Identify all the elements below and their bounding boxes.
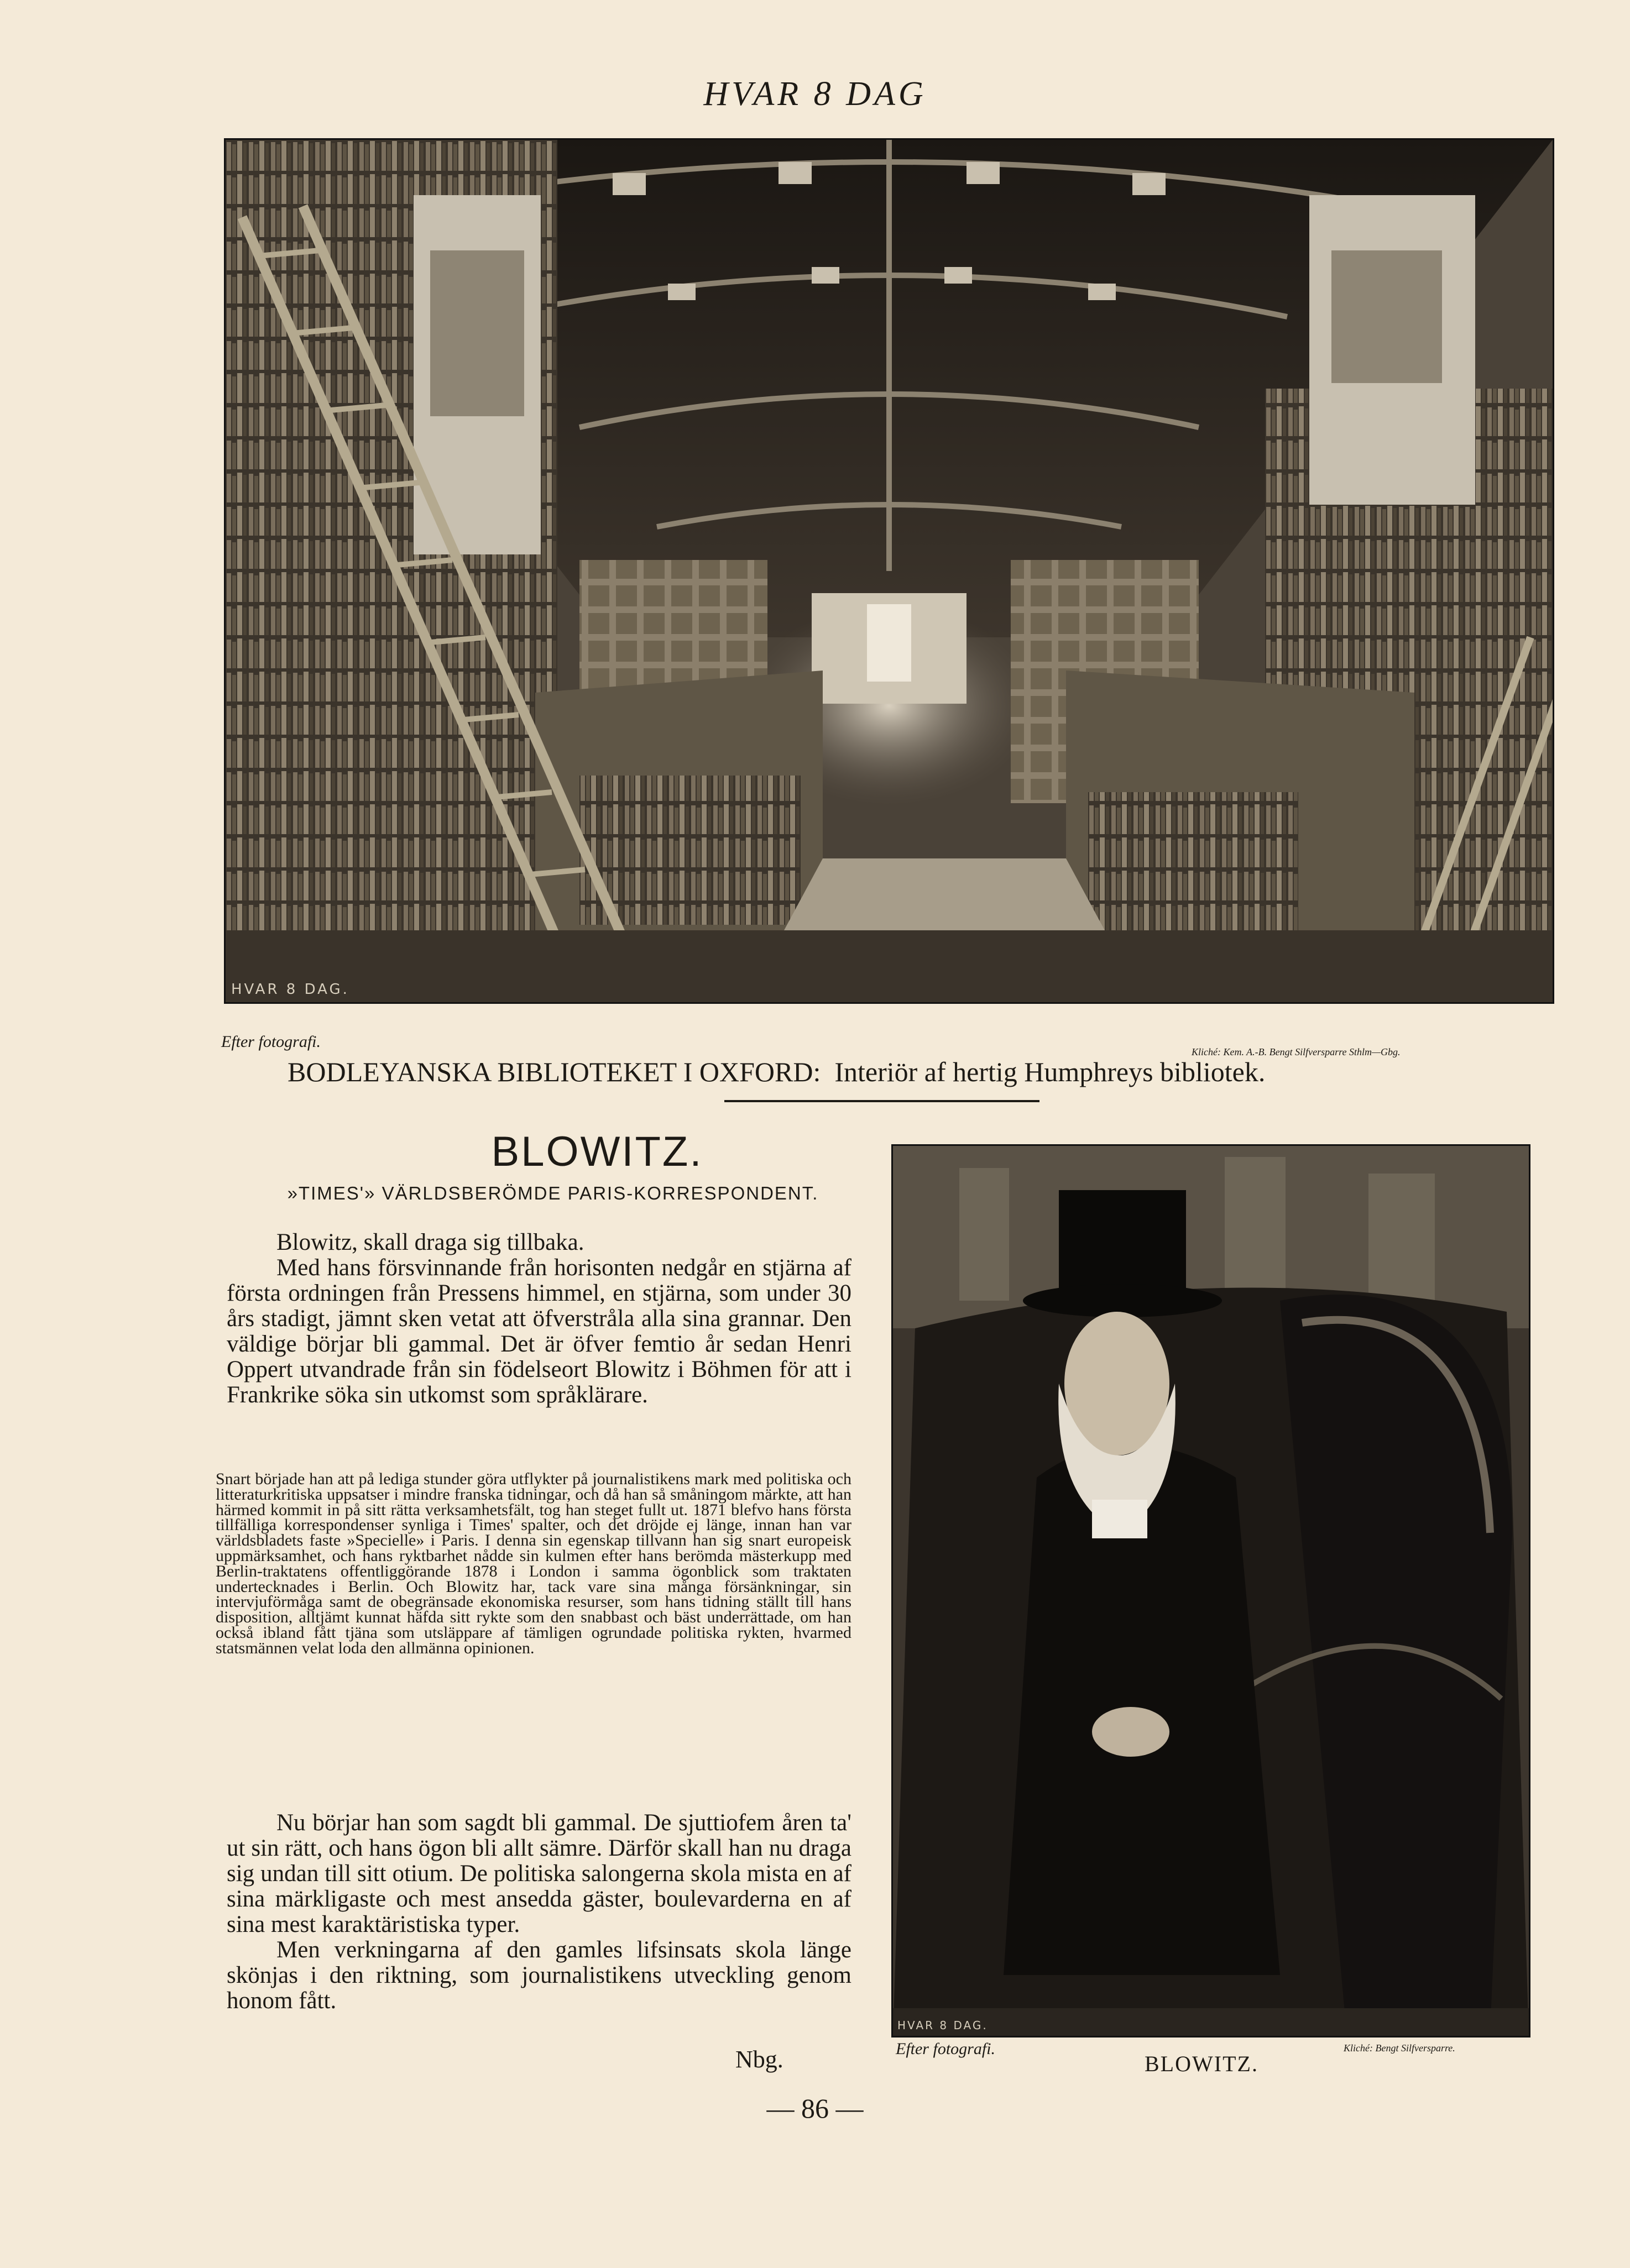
portrait-photo-watermark: HVAR 8 DAG. [897, 2019, 988, 2032]
article-signature: Nbg. [735, 2046, 783, 2073]
library-caption-left: BODLEYANSKA BIBLIOTEKET I OXFORD: [288, 1056, 821, 1087]
running-header: HVAR 8 DAG [703, 75, 927, 113]
article-paragraph-3: Nu börjar han som sagdt bli gammal. De sjuttiofem åren ta' ut sin rätt, och hans ögon bli allt sämre. Därför skall han nu draga sig undan till sitt otium. De politiska salongerna skola mista en af sina märkligaste och mest ansedda gäster, boulevarderna en af sina mest karaktäristiska typer. [227, 1810, 851, 1937]
library-interior-photo [224, 138, 1554, 1004]
portrait-photo-credit: Efter fotografi. [896, 2040, 995, 2058]
caption-rule [724, 1100, 1039, 1102]
article-paragraph-1-text: Med hans försvinnande från horisonten nedgår en stjärna af första ordningen från Pressens himmel, en stjärna, som under 30 års stadigt, jämnt sken vetat att öfverstråla alla sina grannar. Den väldige börjar bli gammal. Det är öfver femtio år sedan Henri Oppert utvandrade från sin födelseort Blowitz i Böhmen för att i Frankrike söka sin utkomst som språklärare. [227, 1255, 851, 1408]
library-caption-right: Interiör af hertig Humphreys bibliotek. [834, 1056, 1266, 1087]
library-photo-watermark: HVAR 8 DAG. [231, 981, 349, 998]
blowitz-portrait-photo [891, 1144, 1530, 2037]
library-photo-credit: Efter fotografi. [221, 1033, 321, 1051]
article-paragraph-1 [227, 1230, 851, 1408]
article-title: BLOWITZ. [491, 1128, 703, 1175]
portrait-plate-credit: Kliché: Bengt Silfversparre. [1344, 2042, 1455, 2054]
portrait-caption: BLOWITZ. [1145, 2051, 1258, 2076]
library-caption [288, 1056, 1265, 1088]
library-plate-credit: Kliché: Kem. A.-B. Bengt Silfversparre Sthlm—Gbg. [1192, 1046, 1401, 1057]
article-small-paragraph: Snart började han att på lediga stunder göra utflykter på journalistikens mark med politiska och litteraturkritiska uppsatser i mindre franska tidningar, och då han så småningom märkte, att han härmed kommit in på sitt rätta verksamhetsfält, tog han steget fullt ut. 1871 blefvo hans första tillfälliga korrespondenser synliga i Times' spalter, och det dröjde ej länge, innan han var världsbladets faste »Specielle» i Paris. I denna sin egenskap tillvann han sig snart europeisk uppmärksamhet, och hans ryktbarhet nådde sin kulmen efter hans berömda mästerkupp med Berlin-traktatens offentliggörande 1878 i London i samma ögonblick som traktaten undertecknades i Berlin. Och Blowitz har, tack vare sina många försänkningar, sin intervjuförmåga samt de obegränsade ekonomiska resurser, som hans tidning ställt till hans disposition, alltjämt kunnat häfda sitt rykte som den snabbast och bäst underrättade, om han också ibland fått tjäna som utsläppare af tämligen ogrundade politiska rykten, hvarmed statsmännen velat loda den allmänna opinionen. [216, 1470, 851, 1657]
article-paragraph-4: Men verkningarna af den gamles lifsinsats skola länge skönjas i den riktning, som journalistikens utveckling genom honom fått. [227, 1937, 851, 2014]
article-lead-sentence: Blowitz, skall draga sig tillbaka. [276, 1229, 584, 1255]
page-number: — 86 — [766, 2093, 864, 2124]
article-subtitle: »TIMES'» VÄRLDSBERÖMDE PARIS-KORRESPONDENT. [287, 1183, 819, 1203]
article-paragraphs-end [227, 1810, 851, 2014]
